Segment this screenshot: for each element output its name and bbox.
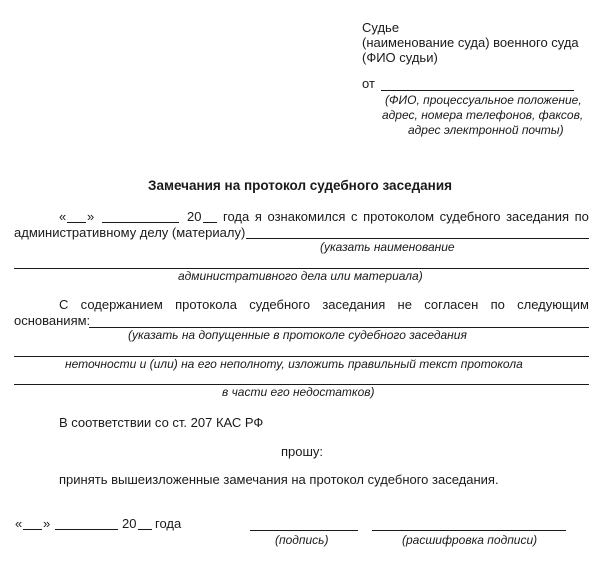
- footer-month-field-line[interactable]: [55, 529, 118, 530]
- footer-date-open-quote: «: [15, 516, 23, 531]
- word: заседания: [506, 209, 570, 224]
- day-field-line[interactable]: [67, 222, 86, 223]
- legal-basis: В соответствии со ст. 207 КАС РФ: [59, 415, 264, 430]
- word: года: [223, 209, 250, 224]
- case-hint-2: административного дела или материала): [178, 269, 423, 283]
- paragraph1-line1-text: [223, 209, 589, 224]
- word: следующим: [517, 297, 589, 312]
- word: по: [574, 209, 589, 224]
- word: по: [490, 297, 505, 312]
- footer-day-field-line[interactable]: [23, 529, 42, 530]
- word: заседания: [322, 297, 386, 312]
- addressee-line-3: (ФИО судьи): [362, 50, 438, 65]
- year-field-line[interactable]: [203, 222, 217, 223]
- request-text: принять вышеизложенные замечания на протокол судебного заседания.: [59, 472, 499, 487]
- signature-decode-field-line[interactable]: [372, 530, 566, 531]
- year-prefix: 20: [187, 209, 202, 224]
- grounds-hint-2: неточности и (или) на его неполноту, изложить правильный текст протокола: [65, 357, 523, 371]
- word: ознакомился: [267, 209, 346, 224]
- signature-label: (подпись): [275, 533, 329, 547]
- from-hint-2: адрес, номера телефонов, факсов,: [382, 108, 584, 122]
- word: с: [350, 209, 358, 224]
- word: протокола: [175, 297, 237, 312]
- from-hint-1: (ФИО, процессуальное положение,: [385, 93, 582, 107]
- addressee-line-2: (наименование суда) военного суда: [362, 35, 579, 50]
- word: согласен: [424, 297, 479, 312]
- month-field-line[interactable]: [102, 222, 179, 223]
- word: С: [59, 297, 69, 312]
- addressee-line-1: Судье: [362, 20, 400, 35]
- document-title: Замечания на протокол судебного заседания: [148, 178, 452, 193]
- from-field-line[interactable]: [381, 90, 574, 91]
- case-name-field-line[interactable]: [246, 238, 589, 239]
- word: судебного: [439, 209, 501, 224]
- footer-year-prefix: 20: [122, 516, 137, 531]
- date-open-quote: «: [59, 209, 67, 224]
- paragraph2-line1-text: [59, 297, 589, 312]
- word: протоколом: [363, 209, 435, 224]
- case-label: административному делу (материалу): [14, 225, 246, 240]
- grounds-hint-3: в части его недостатков): [222, 385, 375, 399]
- signature-decode-label: (расшифровка подписи): [402, 533, 538, 547]
- word: содержанием: [80, 297, 163, 312]
- signature-field-line[interactable]: [250, 530, 358, 531]
- grounds-hint-1: (указать на допущенные в протоколе судебного заседания: [128, 328, 467, 342]
- footer-date-close-quote: »: [43, 516, 51, 531]
- request-word: прошу:: [281, 444, 324, 459]
- footer-year-field-line[interactable]: [138, 529, 152, 530]
- date-close-quote: »: [87, 209, 95, 224]
- from-hint-3: адрес электронной почты): [408, 123, 564, 137]
- word: я: [254, 209, 262, 224]
- grounds-label: основаниям:: [14, 313, 91, 328]
- from-label: от: [362, 76, 375, 91]
- word: судебного: [249, 297, 311, 312]
- footer-year-suffix: года: [155, 516, 182, 531]
- word: не: [397, 297, 412, 312]
- case-hint-1: (указать наименование: [320, 240, 455, 254]
